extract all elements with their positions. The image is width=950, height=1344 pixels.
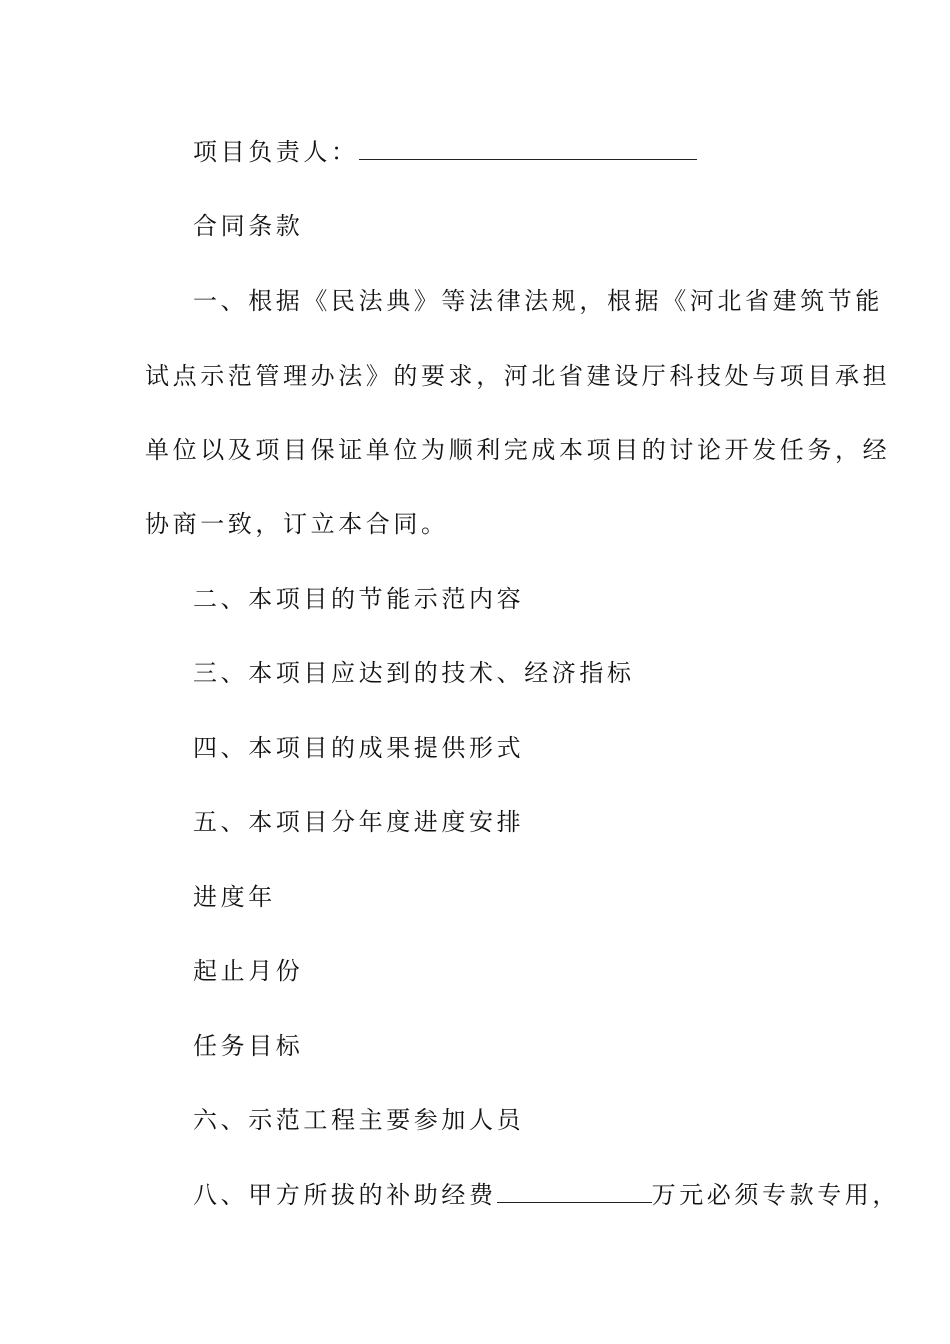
clause-2: 二、本项目的节能示范内容 xyxy=(193,585,525,613)
clause-8-line xyxy=(193,1179,900,1211)
schedule-year: 进度年 xyxy=(193,883,276,911)
clause-1-line-3: 单位以及项目保证单位为顺利完成本项目的讨论开发任务，经 xyxy=(145,436,891,464)
schedule-goals: 任务目标 xyxy=(193,1032,304,1060)
project-manager-line xyxy=(193,136,697,168)
contract-terms-heading: 合同条款 xyxy=(193,212,304,240)
clause-8-suffix: 万元必须专款专用， xyxy=(651,1181,901,1209)
subsidy-amount-blank xyxy=(497,1180,652,1203)
clause-3: 三、本项目应达到的技术、经济指标 xyxy=(193,659,635,687)
clause-1-line-1: 一、根据《民法典》等法律法规，根据《河北省建筑节能 xyxy=(193,287,883,315)
clause-1-line-2: 试点示范管理办法》的要求，河北省建设厅科技处与项目承担 xyxy=(145,362,891,390)
clause-6: 六、示范工程主要参加人员 xyxy=(193,1106,525,1134)
schedule-months: 起止月份 xyxy=(193,957,304,985)
project-manager-label: 项目负责人： xyxy=(193,138,359,166)
clause-4: 四、本项目的成果提供形式 xyxy=(193,734,525,762)
clause-5: 五、本项目分年度进度安排 xyxy=(193,808,525,836)
clause-1-line-4: 协商一致，订立本合同。 xyxy=(145,510,449,538)
project-manager-blank xyxy=(359,137,697,160)
clause-8-prefix: 八、甲方所拔的补助经费 xyxy=(193,1181,497,1209)
